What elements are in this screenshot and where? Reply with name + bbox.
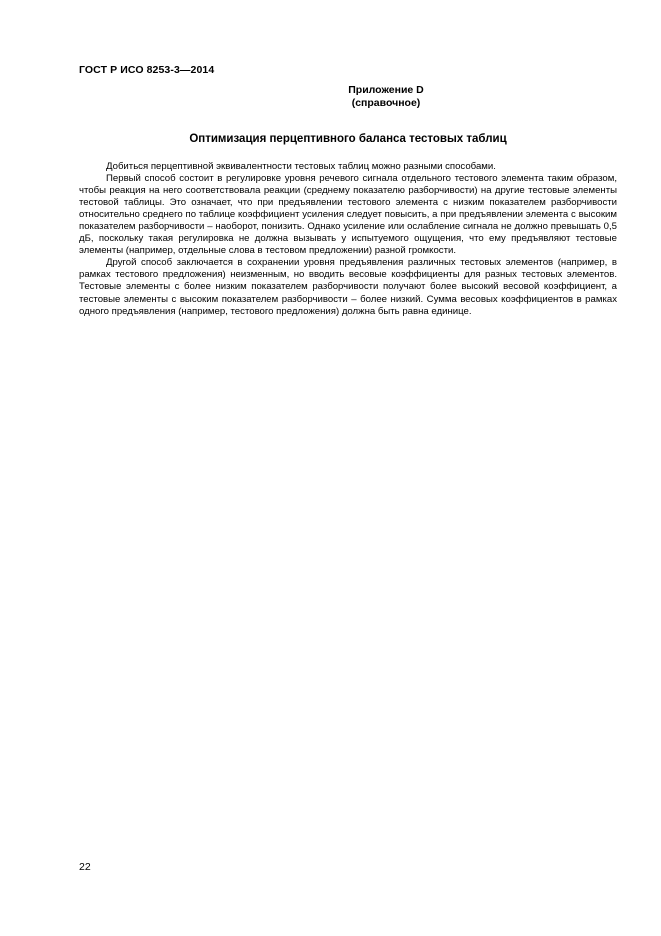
annex-heading <box>79 84 617 110</box>
paragraph: Другой способ заключается в сохранении уровня предъявления различных тестовых элементов (например, в рамках тестового предложения) неизменным, но вводить весовые коэффициенты для разных тестовых элементов. Тестовые элементы с более низким показателем разборчивости получают более высокий весовой коэффициент, а тестовые элементы с высоким показателем разборчивости – более низкий. Сумма весовых коэффициентов в рамках одного предъявления (например, тестового предложения) должна быть равна единице. <box>79 257 617 317</box>
paragraph: Добиться перцептивной эквивалентности тестовых таблиц можно разными способами. <box>106 161 496 172</box>
section-title: Оптимизация перцептивного баланса тестовых таблиц <box>189 133 507 145</box>
annex-type: (справочное) <box>351 97 421 109</box>
page-number: 22 <box>79 861 91 873</box>
paragraph: Первый способ состоит в регулировке уровня речевого сигнала отдельного тестового элемента таким образом, чтобы реакция на него соответствовала реакции (среднему показателю разборчивости) на другие тестовые элементы тестовой таблицы. Это означает, что при предъявлении тестового элемента с низким показателем разборчивости относительно среднего по таблице коэффициент усиления следует повысить, а при предъявлении элемента с высоким показателем разборчивости – наоборот, понизить. Однако усиление или ослабление сигнала не должно превышать 0,5 дБ, поскольку такая регулировка не должна вызывать у испытуемого ощущения, что ему предъявляют тестовые элементы (например, отдельные слова в тестовом предложении) разной громкости. <box>79 173 617 257</box>
document-id: ГОСТ Р ИСО 8253-3—2014 <box>79 64 215 76</box>
section-body <box>79 161 617 318</box>
annex-label: Приложение D <box>348 84 424 96</box>
